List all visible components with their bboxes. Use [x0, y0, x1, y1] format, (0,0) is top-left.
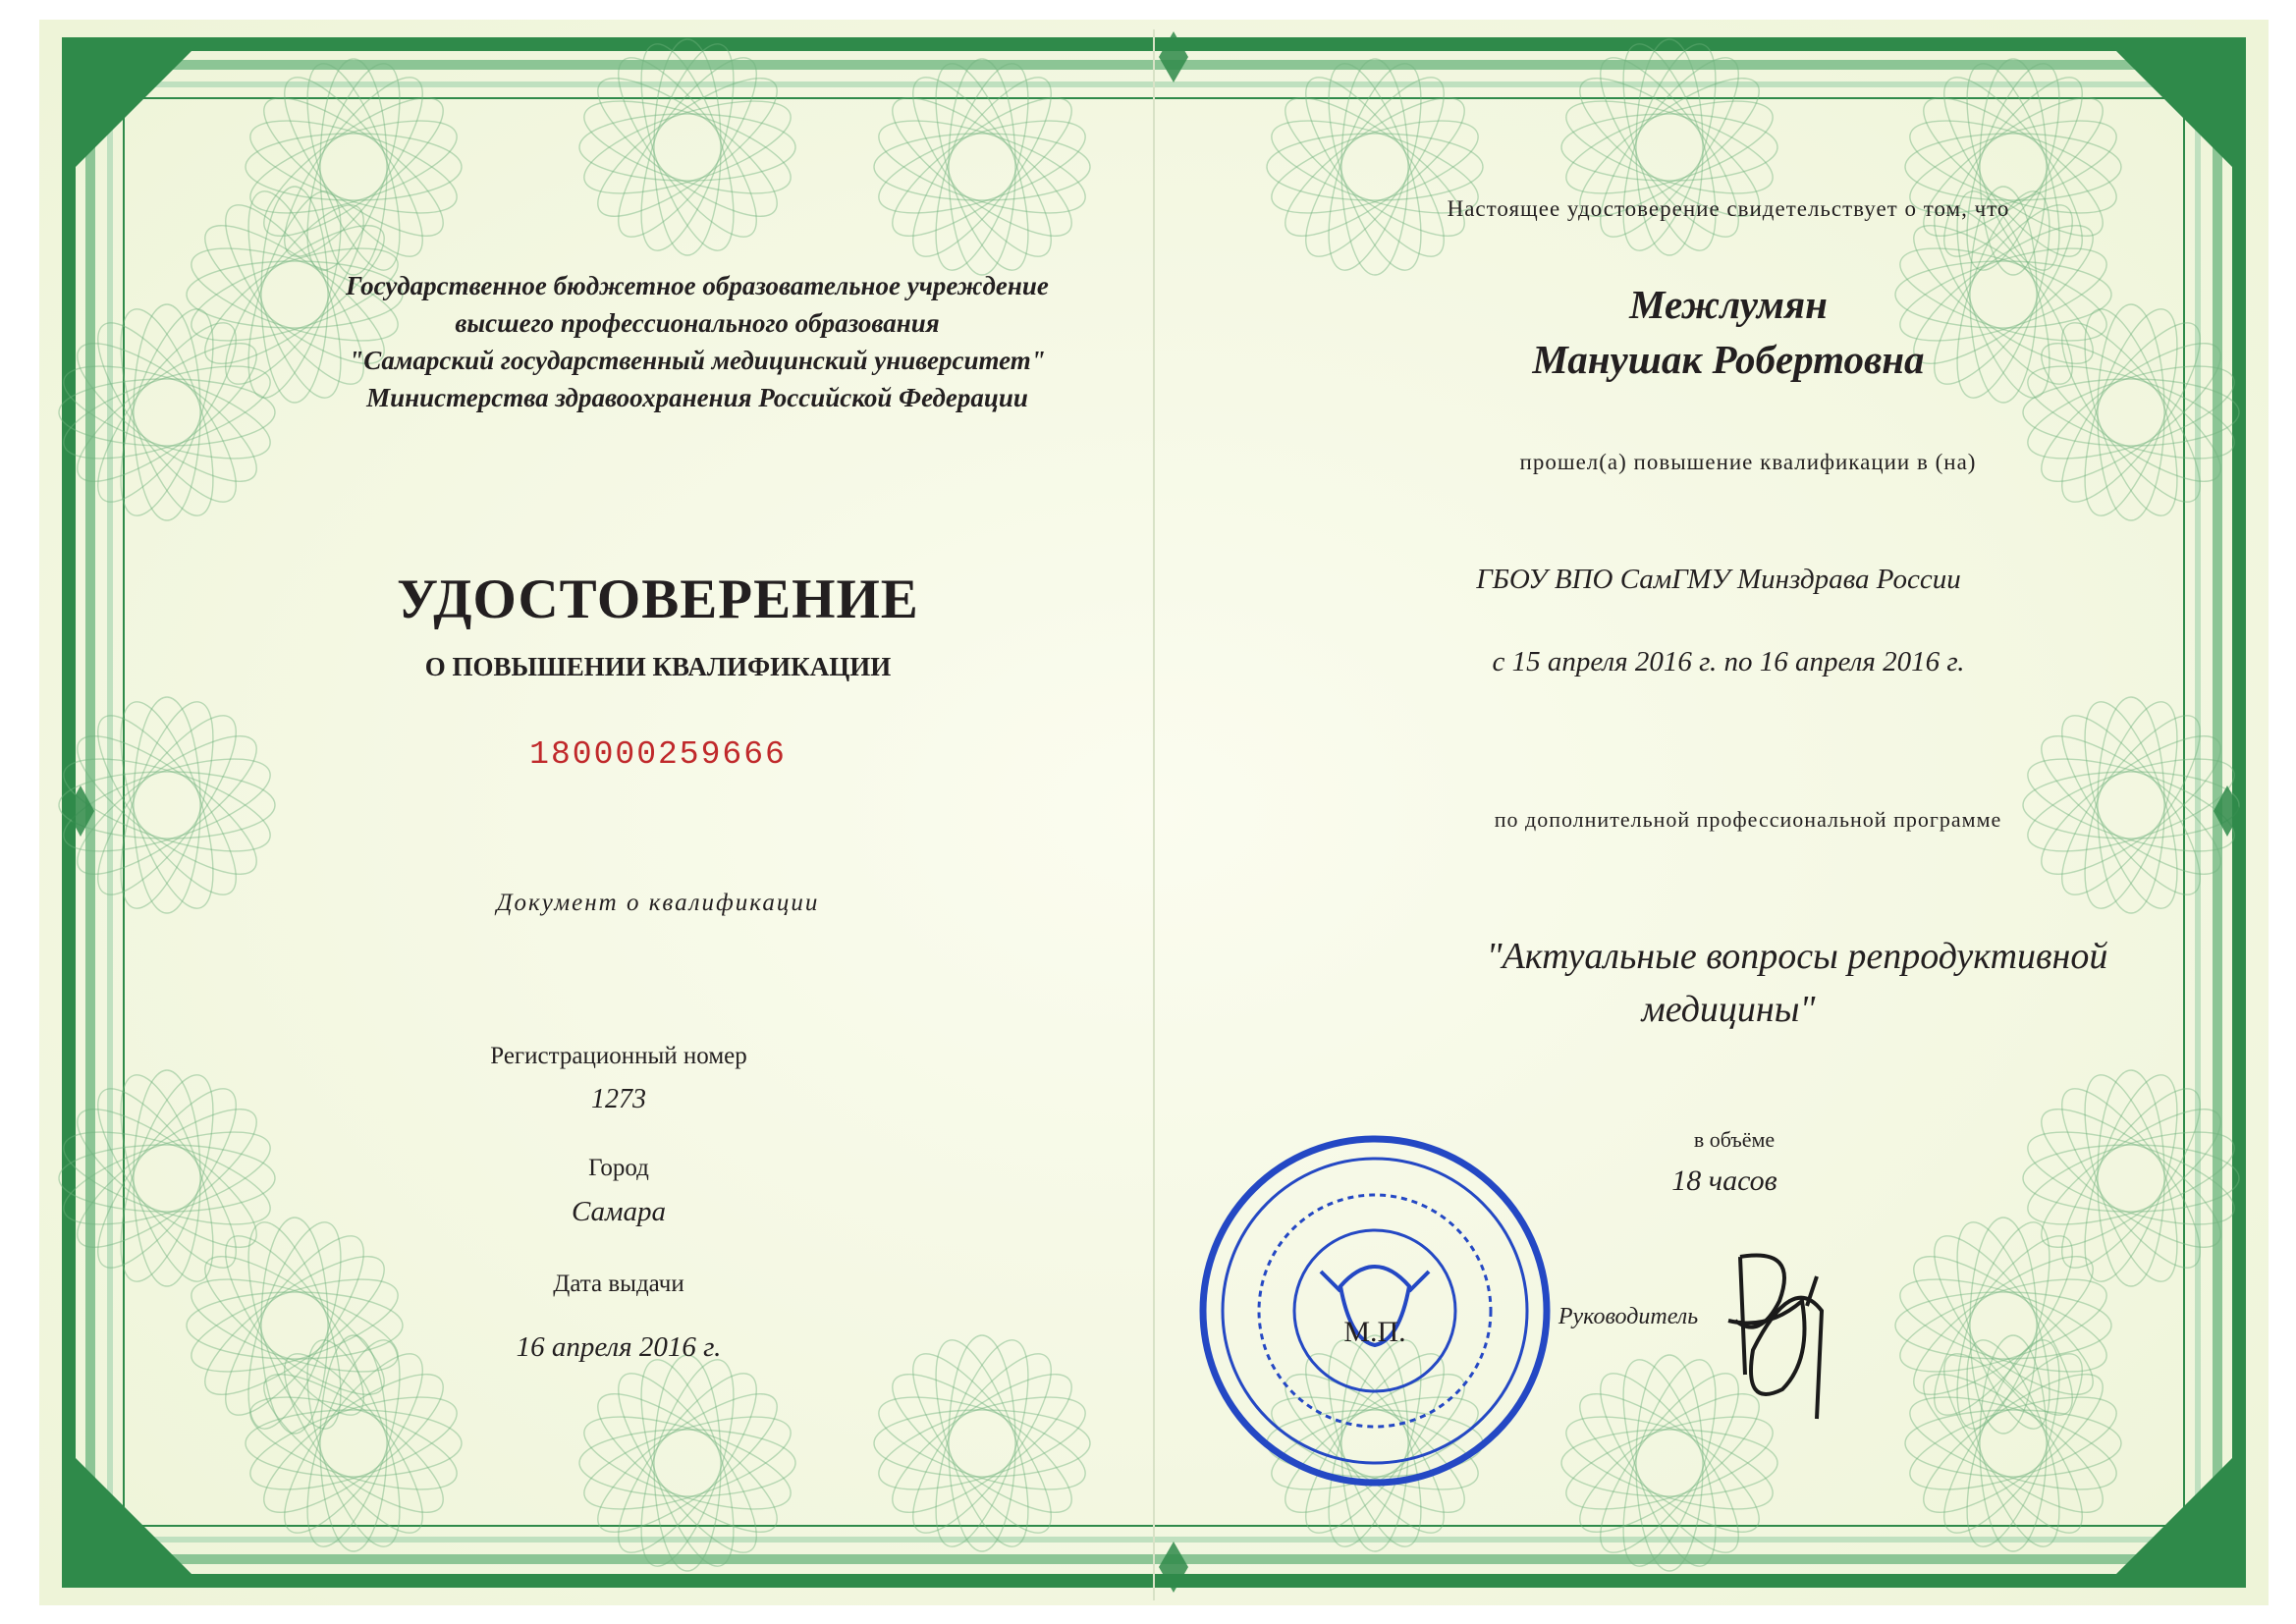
issue-date-value: 16 апреля 2016 г.	[516, 1331, 722, 1363]
head-label: Руководитель	[1558, 1304, 1699, 1329]
institution-line-3: "Самарский государственный медицинский университет"	[349, 346, 1046, 375]
registration-value: 1273	[591, 1084, 646, 1114]
document-subtitle: О ПОВЫШЕНИИ КВАЛИФИКАЦИИ	[424, 652, 892, 681]
surname: Межлумян	[1629, 282, 1828, 327]
document-title: УДОСТОВЕРЕНИЕ	[397, 568, 919, 630]
stamp-mark: М.П.	[1343, 1316, 1406, 1348]
intro-text: Настоящее удостоверение свидетельствует о том, что	[1447, 196, 2010, 221]
city-label: Город	[588, 1155, 649, 1181]
issue-date-label: Дата выдачи	[553, 1271, 684, 1297]
program-title-line-1: "Актуальные вопросы репродуктивной	[1486, 936, 2108, 977]
organization: ГБОУ ВПО СамГМУ Минздрава России	[1476, 564, 1961, 595]
given-names: Манушак Робертовна	[1532, 337, 1925, 382]
institution-line-1: Государственное бюджетное образовательное учреждение	[346, 271, 1049, 300]
training-period: с 15 апреля 2016 г. по 16 апреля 2016 г.	[1492, 646, 1965, 677]
program-label: по дополнительной профессиональной программе	[1494, 807, 2002, 832]
serial-number: 180000259666	[529, 736, 787, 773]
institution-line-4: Министерства здравоохранения Российской Федерации	[366, 383, 1028, 412]
document-type: Документ о квалификации	[496, 890, 820, 916]
volume-label: в объёме	[1693, 1127, 1776, 1152]
passed-text: прошел(а) повышение квалификации в (на)	[1519, 450, 1977, 474]
institution-line-2: высшего профессионального образования	[455, 308, 940, 338]
program-title-line-2: медицины"	[1641, 989, 1816, 1030]
volume-value: 18 часов	[1671, 1164, 1777, 1197]
city-value: Самара	[571, 1196, 667, 1227]
registration-label: Регистрационный номер	[490, 1043, 747, 1069]
